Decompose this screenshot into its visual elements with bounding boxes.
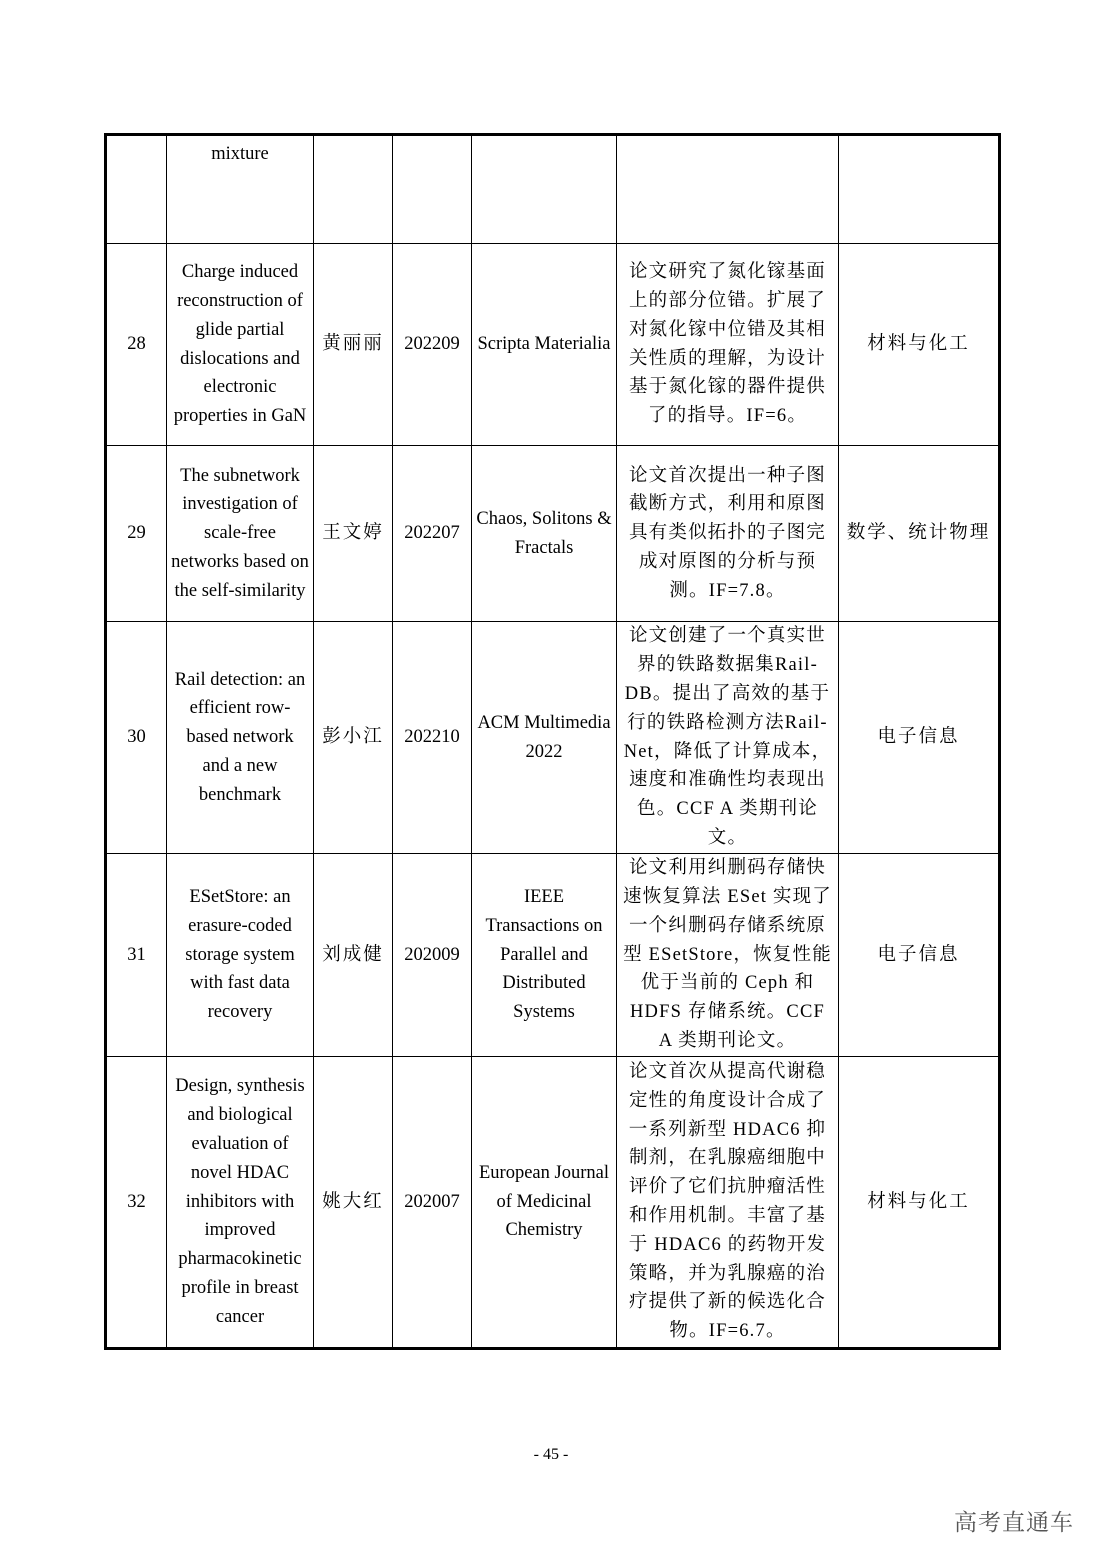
paper-description: 论文利用纠删码存储快速恢复算法 ESet 实现了一个纠删码存储系统原型 ESetStore，恢复性能优于当前的 Ceph 和 HDFS 存储系统。CCF A 类期刊论文。 <box>617 854 839 1057</box>
author-name <box>314 135 393 244</box>
paper-title: ESetStore: an erasure-coded storage system with fast data recovery <box>167 854 314 1057</box>
paper-title: The subnetwork investigation of scale-free networks based on the self-similarity <box>167 446 314 622</box>
subject-field: 数学、统计物理 <box>839 446 1000 622</box>
table-row <box>106 854 1000 1057</box>
paper-description: 论文首次提出一种子图截断方式，利用和原图具有类似拓扑的子图完成对原图的分析与预测。IF=7.8。 <box>617 446 839 622</box>
table-row <box>106 622 1000 854</box>
paper-description: 论文创建了一个真实世界的铁路数据集Rail-DB。提出了高效的基于行的铁路检测方法Rail-Net，降低了计算成本，速度和准确性均表现出色。CCF A 类期刊论文。 <box>617 622 839 854</box>
journal-name: Scripta Materialia <box>472 244 617 446</box>
author-name: 彭小江 <box>314 622 393 854</box>
row-number: 31 <box>106 854 167 1057</box>
journal-name: Chaos, Solitons & Fractals <box>472 446 617 622</box>
paper-title: mixture <box>167 135 314 244</box>
publish-date: 202207 <box>393 446 472 622</box>
subject-field: 电子信息 <box>839 854 1000 1057</box>
author-name: 刘成健 <box>314 854 393 1057</box>
subject-field <box>839 135 1000 244</box>
paper-title: Charge induced reconstruction of glide partial dislocations and electronic properties in GaN <box>167 244 314 446</box>
row-number <box>106 135 167 244</box>
paper-title: Rail detection: an efficient row-based network and a new benchmark <box>167 622 314 854</box>
achievements-table <box>104 133 1001 1350</box>
author-name: 黄丽丽 <box>314 244 393 446</box>
paper-title: Design, synthesis and biological evaluation of novel HDAC inhibitors with improved pharmacokinetic profile in breast cancer <box>167 1057 314 1349</box>
table-row <box>106 135 1000 244</box>
publish-date: 202210 <box>393 622 472 854</box>
table-row <box>106 446 1000 622</box>
paper-description: 论文首次从提高代谢稳定性的角度设计合成了一系列新型 HDAC6 抑制剂，在乳腺癌细胞中评价了它们抗肿瘤活性和作用机制。丰富了基于 HDAC6 的药物开发策略，并为乳腺癌的治疗提供了新的候选化合物。IF=6.7。 <box>617 1057 839 1349</box>
publish-date <box>393 135 472 244</box>
subject-field: 电子信息 <box>839 622 1000 854</box>
author-name: 姚大红 <box>314 1057 393 1349</box>
journal-name: ACM Multimedia 2022 <box>472 622 617 854</box>
subject-field: 材料与化工 <box>839 1057 1000 1349</box>
paper-description <box>617 135 839 244</box>
publish-date: 202209 <box>393 244 472 446</box>
journal-name: IEEE Transactions on Parallel and Distributed Systems <box>472 854 617 1057</box>
publish-date: 202007 <box>393 1057 472 1349</box>
publish-date: 202009 <box>393 854 472 1057</box>
row-number: 32 <box>106 1057 167 1349</box>
page-number: - 45 - <box>533 1446 569 1463</box>
table-row <box>106 1057 1000 1349</box>
row-number: 30 <box>106 622 167 854</box>
paper-description: 论文研究了氮化镓基面上的部分位错。扩展了对氮化镓中位错及其相关性质的理解，为设计基于氮化镓的器件提供了的指导。IF=6。 <box>617 244 839 446</box>
table-row <box>106 244 1000 446</box>
author-name: 王文婷 <box>314 446 393 622</box>
watermark-logo: 高考直通车 <box>954 1510 1074 1536</box>
journal-name: European Journal of Medicinal Chemistry <box>472 1057 617 1349</box>
row-number: 29 <box>106 446 167 622</box>
row-number: 28 <box>106 244 167 446</box>
subject-field: 材料与化工 <box>839 244 1000 446</box>
journal-name <box>472 135 617 244</box>
